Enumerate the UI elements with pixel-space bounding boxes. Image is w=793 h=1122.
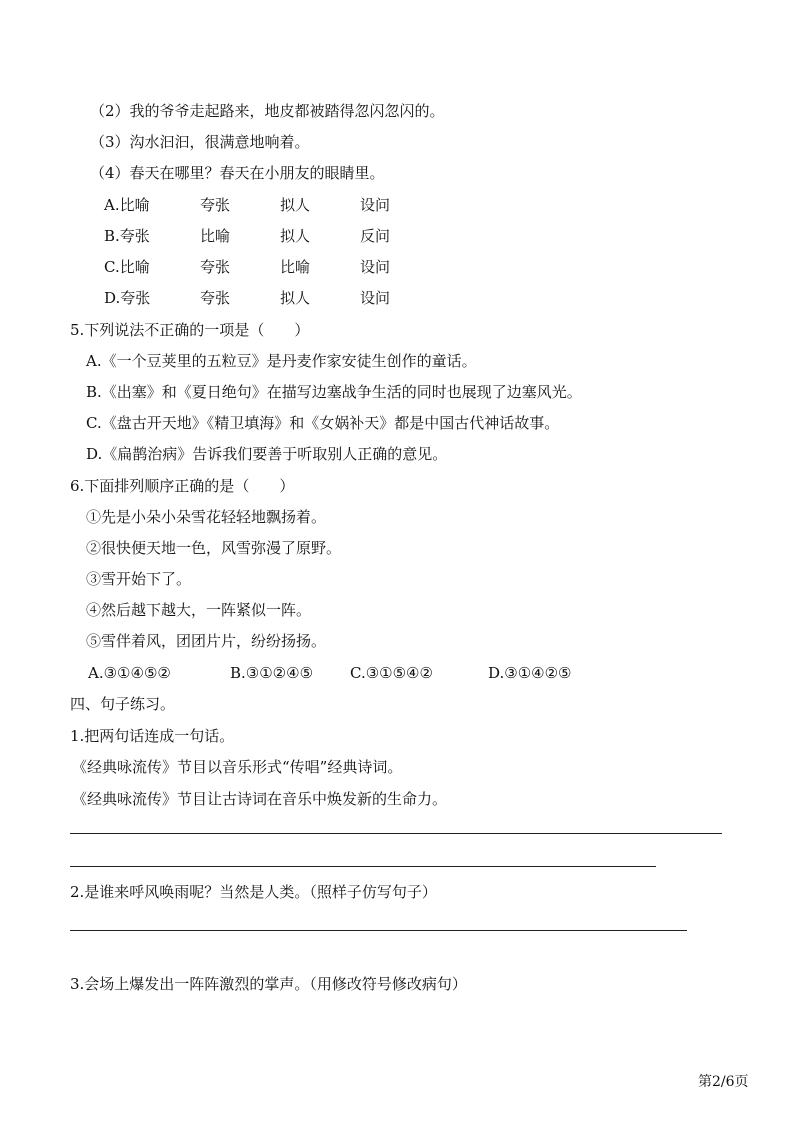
q6-choice-a: A.③①④⑤② [88,664,171,682]
q4-option-b-col2: 比喻 [200,227,231,245]
q4-option-a-label: A.比喻 [104,196,150,214]
q6-item-1: ①先是小朵小朵雪花轻轻地飘扬着。 [86,508,327,526]
q4-sub-item-3: （3）沟水汩汩，很满意地响着。 [90,133,310,151]
answer-line-1[interactable] [70,833,722,834]
q4-option-c-col2: 夸张 [200,258,231,276]
q4-option-d-label: D.夸张 [104,289,151,307]
section4-heading: 四、句子练习。 [70,695,176,713]
q4-option-b-col4: 反问 [360,227,391,245]
q4-option-d-col4: 设问 [360,289,391,307]
q4-option-a-col3: 拟人 [280,196,311,214]
q6-choice-c: C.③①⑤④② [350,664,433,682]
q4-option-b-col3: 拟人 [280,227,311,245]
page-number: 第2/6页 [698,1074,749,1090]
q5-option-a: A.《一个豆荚里的五粒豆》是丹麦作家安徒生创作的童话。 [86,352,477,370]
q5-stem: 5.下列说法不正确的一项是（ ） [70,321,310,339]
s4-q2-stem: 2.是谁来呼风唤雨呢？当然是人类。（照样子仿写句子） [70,883,437,901]
q4-option-b-label: B.夸张 [104,227,150,245]
s4-q1-stem: 1.把两句话连成一句话。 [70,727,235,745]
q6-item-4: ④然后越下越大，一阵紧似一阵。 [86,601,312,619]
q4-option-a-col2: 夸张 [200,196,231,214]
s4-q1-line1: 《经典咏流传》节目以音乐形式“传唱”经典诗词。 [72,758,403,776]
q6-item-2: ②很快便天地一色，风雪弥漫了原野。 [86,539,342,557]
q5-option-b: B.《出塞》和《夏日绝句》在描写边塞战争生活的同时也展现了边塞风光。 [86,383,582,401]
answer-line-2[interactable] [70,866,656,867]
q4-option-d-col3: 拟人 [280,289,311,307]
q4-option-a-col4: 设问 [360,196,391,214]
s4-q3-stem: 3.会场上爆发出一阵阵激烈的掌声。（用修改符号修改病句） [70,975,467,993]
q5-option-c: C.《盘古开天地》《精卫填海》和《女娲补天》都是中国古代神话故事。 [86,414,560,432]
q6-item-5: ⑤雪伴着风，团团片片，纷纷扬扬。 [86,632,327,650]
s4-q1-line2: 《经典咏流传》节目让古诗词在音乐中焕发新的生命力。 [72,790,448,808]
q6-choice-b: B.③①②④⑤ [230,664,314,682]
q4-option-c-label: C.比喻 [104,258,150,276]
q4-option-c-col4: 设问 [360,258,391,276]
q5-option-d: D.《扁鹊治病》告诉我们要善于听取别人正确的意见。 [86,445,448,463]
answer-line-3[interactable] [70,930,687,931]
q6-stem: 6.下面排列顺序正确的是（ ） [70,477,295,495]
q4-sub-item-2: （2）我的爷爷走起路来，地皮都被踏得忽闪忽闪的。 [90,102,445,120]
q4-option-c-col3: 比喻 [280,258,311,276]
q4-option-d-col2: 夸张 [200,289,231,307]
q6-item-3: ③雪开始下了。 [86,570,192,588]
q6-choice-d: D.③①④②⑤ [488,664,572,682]
q4-sub-item-4: （4）春天在哪里？春天在小朋友的眼睛里。 [90,164,385,182]
